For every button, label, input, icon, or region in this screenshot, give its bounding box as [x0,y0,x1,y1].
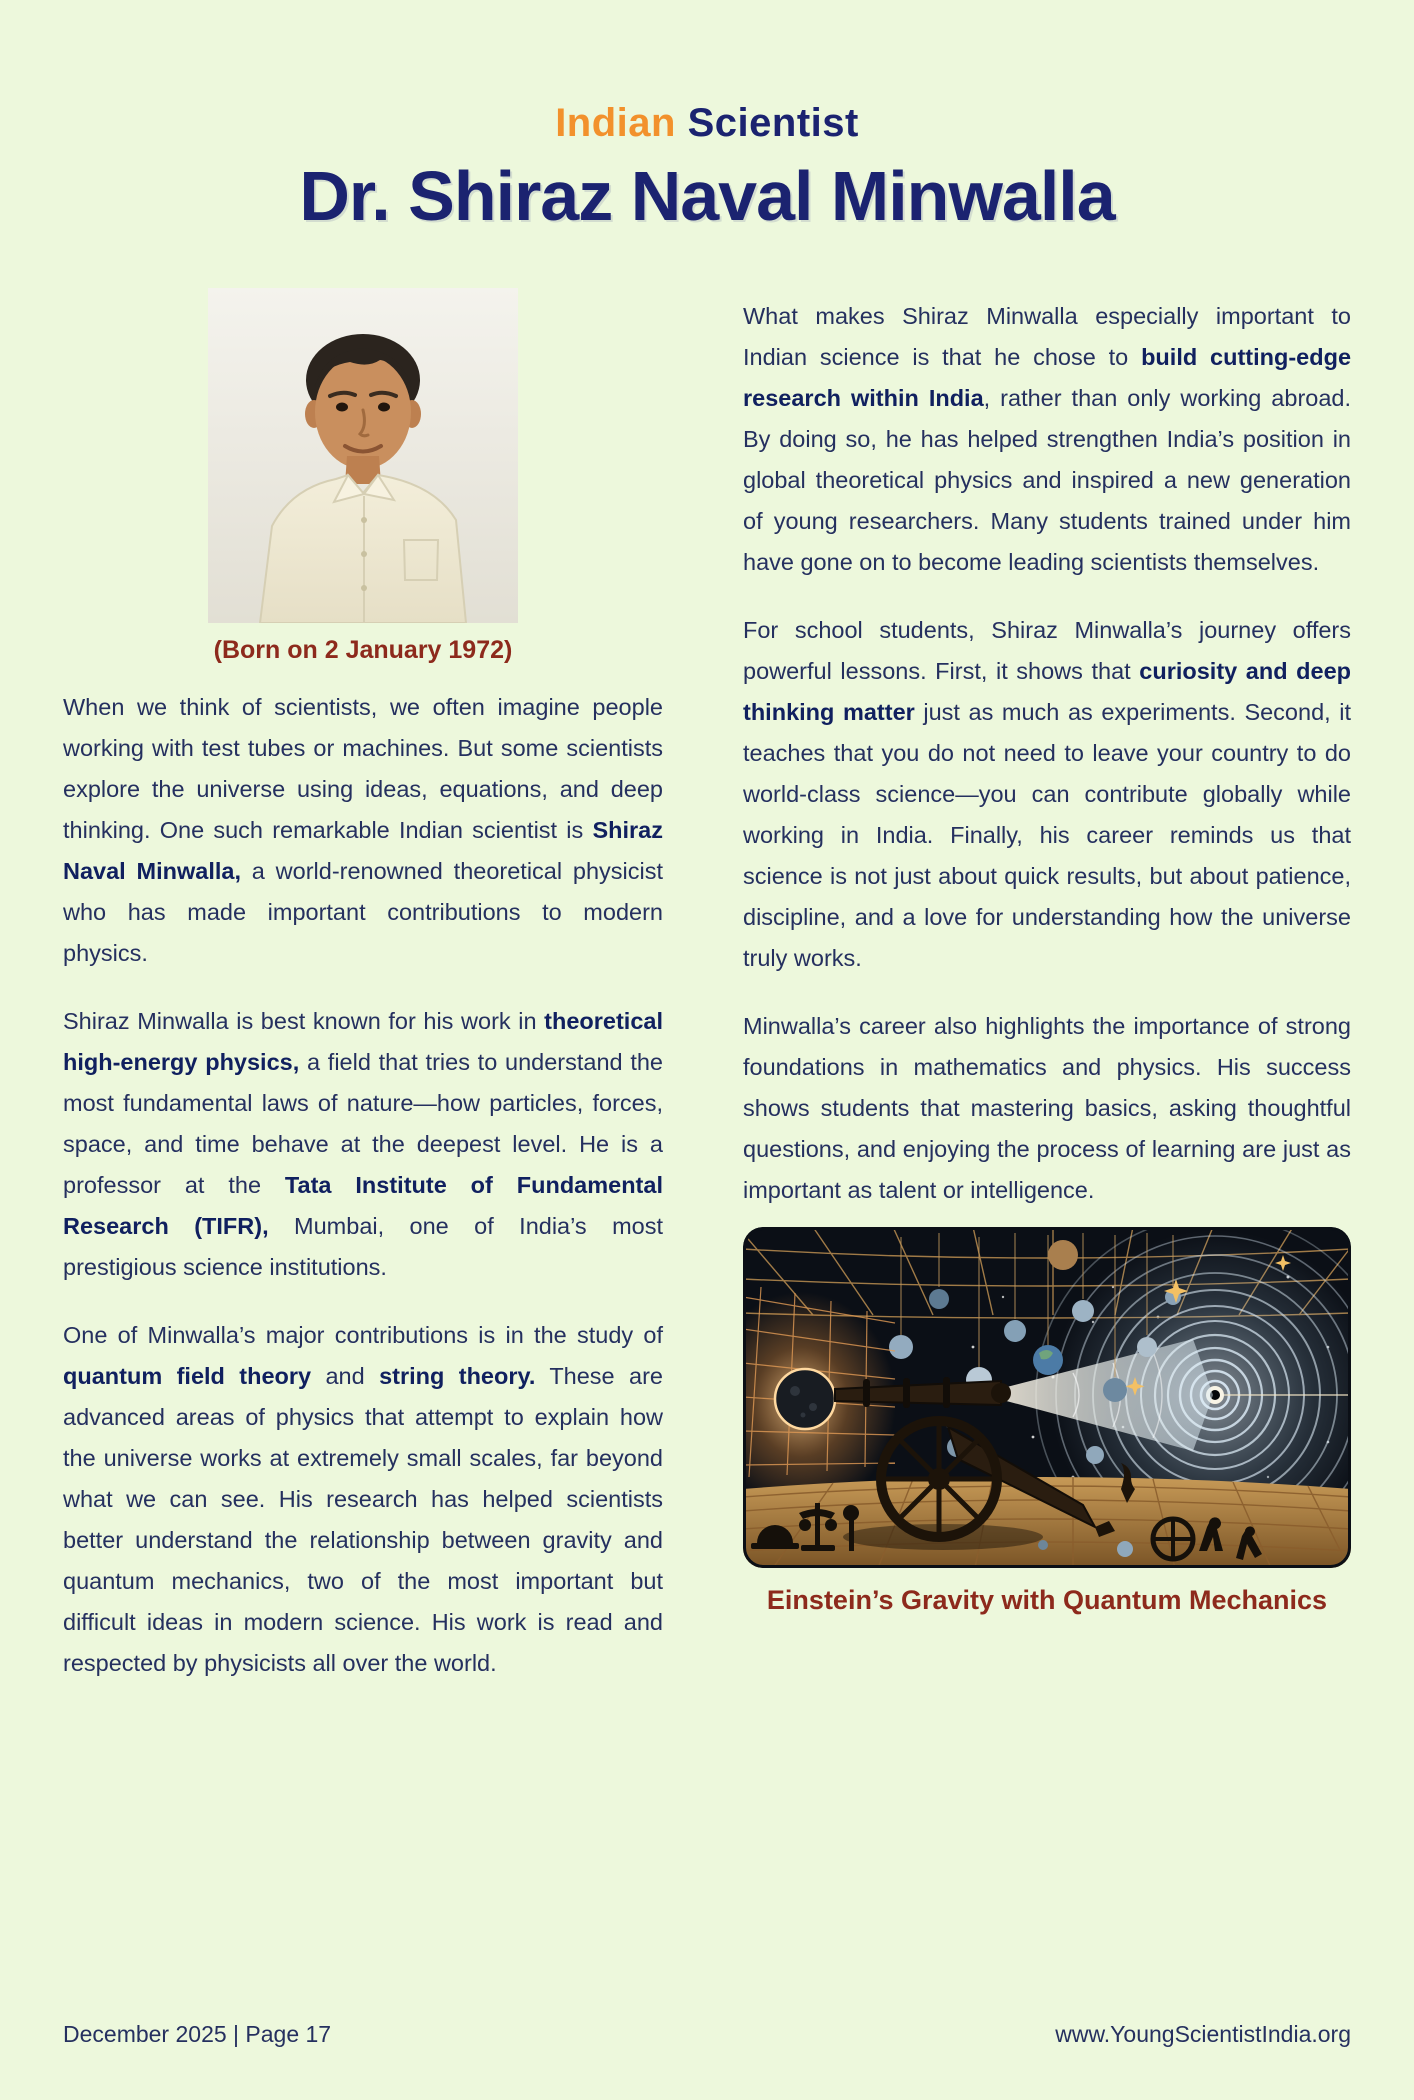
portrait-illustration [208,288,518,623]
right-column-paragraphs [743,296,1351,1211]
paragraph [743,1006,1351,1211]
body-text: What makes Shiraz Minwalla especially important to Indian science is that he chose to [743,303,1351,370]
highlighted-text: Shiraz Naval Minwalla, [63,817,663,884]
body-text: and [311,1363,380,1389]
page-title: Dr. Shiraz Naval Minwalla [299,157,1115,235]
left-column [63,260,663,1684]
kicker-word-indian: Indian [555,101,676,145]
highlighted-text: string theory. [379,1363,536,1389]
highlighted-text: quantum field theory [63,1363,312,1389]
body-text: Mumbai, one of India’s most prestigious science institutions. [63,1213,663,1280]
gravity-quantum-illustration [743,1227,1351,1568]
paragraph [63,687,663,974]
right-column [743,260,1351,1616]
figure-caption: Einstein’s Gravity with Quantum Mechanics [766,1585,1328,1615]
page-footer [63,2021,1351,2048]
paragraph [63,1001,663,1288]
left-column-paragraphs [63,687,663,1684]
body-text: For school students, Shiraz Minwalla’s journey offers powerful lessons. First, it shows that [743,617,1351,684]
body-text: Shiraz Minwalla is best known for his work in [63,1008,545,1034]
footer-website: www.YoungScientistIndia.org [1055,2021,1351,2047]
body-text: One of Minwalla’s major contributions is in the study of [63,1322,663,1348]
body-text: Minwalla’s career also highlights the importance of strong foundations in mathematics and physics. His success shows students that mastering basics, asking thoughtful questions, and enjoying the process of learning are just as important as talent or intelligence. [743,1013,1351,1203]
highlighted-text: Tata Institute of Fundamental Research (TIFR), [63,1172,663,1239]
paragraph [743,296,1351,583]
photo-caption: (Born on 2 January 1972) [213,636,513,664]
body-text: just as much as experiments. Second, it teaches that you do not need to leave your country to do world-class science—you can contribute globally while working in India. Finally, his career reminds us that science is not just about quick results, but about patience, discipline, and a love for understanding how the universe truly works. [743,699,1351,971]
highlighted-text: curiosity and deep thinking matter [743,658,1351,725]
body-text: , rather than only working abroad. By doing so, he has helped strengthen India’s position in global theoretical physics and inspired a new generation of young researchers. Many students trained under him have gone on to become leading scientists themselves. [743,385,1352,575]
paragraph [63,1315,663,1684]
footer-date-page: December 2025 | Page 17 [63,2021,332,2047]
two-column-layout [63,260,1351,1684]
kicker-word-scientist: Scientist [687,101,859,145]
body-text: a world-renowned theoretical physicist who has made important contributions to modern physics. [63,858,664,966]
section-kicker [63,100,1351,146]
magazine-page [0,100,1414,2100]
physics-illustration-figure [743,1227,1351,1568]
highlighted-text: theoretical high-energy physics, [63,1008,663,1075]
highlighted-text: build cutting-edge research within India [743,344,1352,411]
body-text: a field that tries to understand the most fundamental laws of nature—how particles, forces, space, and time behave at the deepest level. He is a professor at the [63,1049,663,1198]
paragraph [743,610,1351,979]
body-text: These are advanced areas of physics that attempt to explain how the universe works at extremely small scales, far beyond what we can see. His research has helped scientists better understand the relationship between gravity and quantum mechanics, two of the most important but difficult ideas in modern science. His work is read and respected by physicists all over the world. [63,1363,663,1676]
body-text: When we think of scientists, we often imagine people working with test tubes or machines. But some scientists explore the universe using ideas, equations, and deep thinking. One such remarkable Indian scientist is [63,694,663,843]
scientist-portrait-photo [208,288,518,623]
